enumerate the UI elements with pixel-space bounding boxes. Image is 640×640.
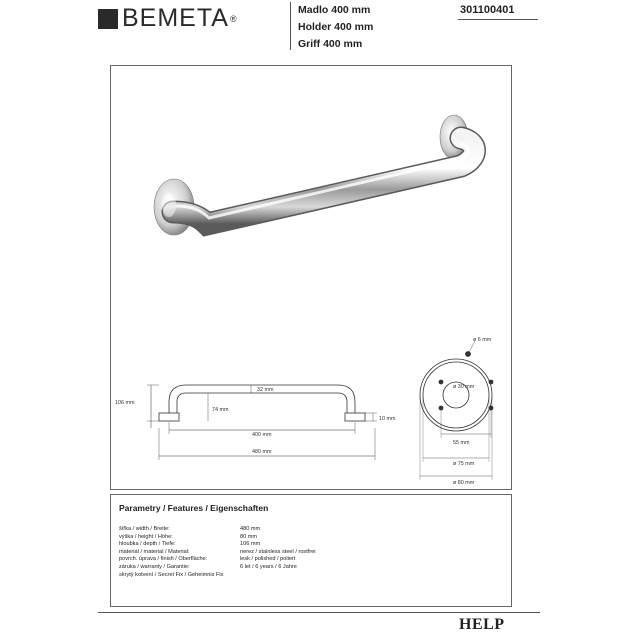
dim-center-dist: 400 mm [252, 432, 272, 438]
registered-mark: ® [229, 13, 237, 24]
dim-rosette-inner: ø 30 mm [453, 384, 475, 390]
title-en: Holder 400 mm [298, 21, 374, 33]
param-label: hloubka / depth / Tiefe: [119, 541, 176, 548]
product-photo [154, 115, 475, 235]
param-value: 480 mm [240, 526, 261, 532]
param-label: materiál / material / Material: [119, 548, 190, 555]
dim-rosette-outer: ø 80 mm [453, 480, 475, 486]
dim-height-clear: 74 mm [212, 407, 229, 413]
dim-total-width: 480 mm [252, 449, 272, 455]
dim-hole-spacing: 55 mm [453, 440, 470, 446]
product-titles [298, 2, 373, 53]
param-label: záruka / warranty / Garantie: [119, 564, 190, 570]
brand-name: BEMETA [122, 4, 229, 32]
param-value: 80 mm [240, 533, 258, 540]
brand-logo [98, 4, 237, 33]
param-label: skrytý kotvení / Secret Fix / Geheimnis Fix [119, 571, 224, 578]
product-code: 301100401 [460, 4, 515, 16]
dim-depth: 106 mm [115, 400, 135, 406]
parameters-title: Parametry / Features / Eigenschaften [119, 503, 269, 513]
param-value: 106 mm [240, 541, 261, 548]
dim-hole-dia: ø 6 mm [473, 337, 492, 343]
dim-base-thick: 10 mm [379, 416, 396, 422]
drawing-frame [110, 65, 512, 490]
rosette-front-view [420, 341, 493, 480]
dim-rosette-mid: ø 75 mm [453, 461, 475, 467]
dim-bar-dia: 32 mm [257, 387, 274, 393]
title-de: Griff 400 mm [298, 38, 363, 50]
title-cz: Madlo 400 mm [298, 4, 371, 16]
logo-square-icon [98, 9, 118, 29]
param-value: lesk / polished / poliert [240, 556, 296, 563]
param-label: výška / height / Höhe: [119, 533, 173, 540]
header-divider [290, 2, 291, 50]
code-underline [458, 19, 538, 20]
series-name: HELP [459, 616, 505, 633]
footer-rule [98, 612, 540, 613]
param-value: nerez / stainless steel / rostfrei [240, 548, 316, 555]
product-drawing [111, 66, 511, 489]
param-label: šířka / width / Breite: [119, 526, 170, 532]
param-label: povrch. úprava / finish / Oberfläche: [119, 556, 208, 563]
parameters-box [110, 494, 512, 607]
param-value: 6 let / 6 years / 6 Jahre [240, 564, 297, 570]
